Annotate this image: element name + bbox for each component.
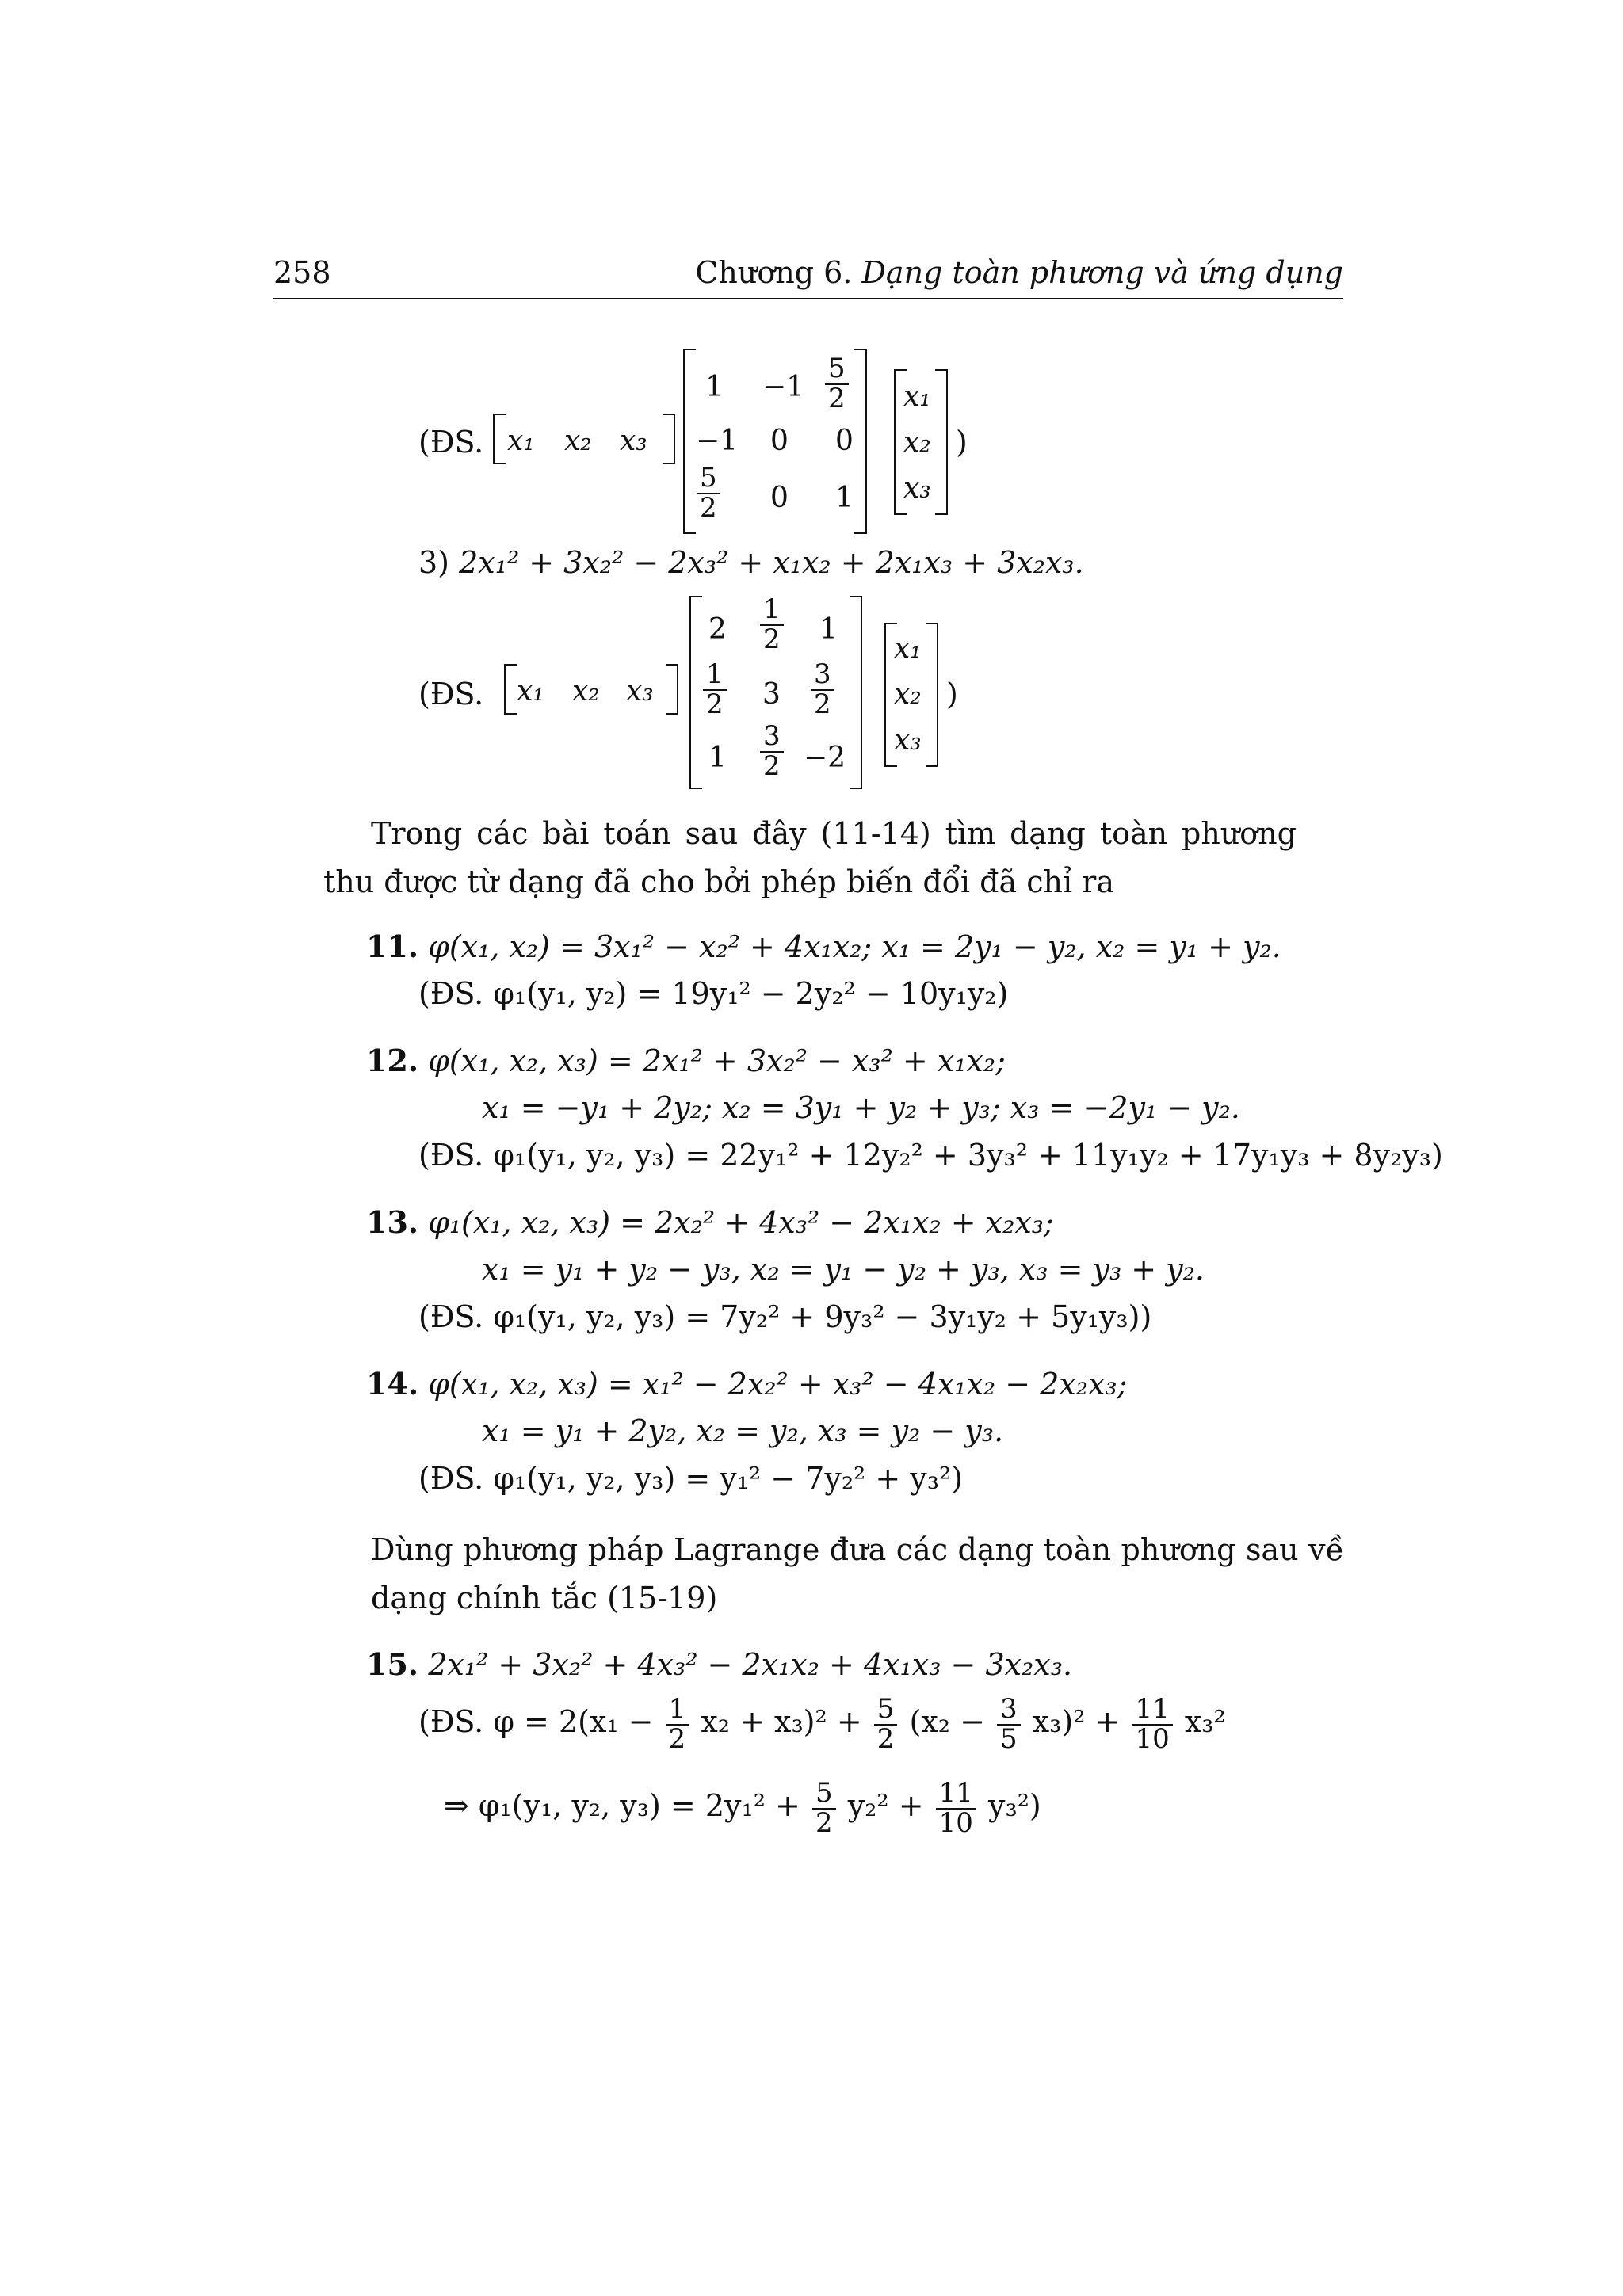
answer-12: (ĐS. φ₁(y₁, y₂, y₃) = 22y₁² + 12y₂² + 3y₃² + 11y₁y₂ + 17y₁y₃ + 8y₂y₃) [418, 1138, 1443, 1173]
problem-label: 13. [366, 1204, 419, 1240]
fraction: $\frac{11}{10}$ [1132, 1695, 1173, 1753]
substitution-12: x₁ = −y₁ + 2y₂; x₂ = 3y₁ + y₂ + y₃; x₃ = −2y₁ − y₂. [482, 1090, 1240, 1125]
fraction: $\frac{11}{10}$ [936, 1779, 976, 1837]
problem-3 [418, 547, 1084, 580]
matrix-entry: $\frac{1}{2}$ [758, 596, 786, 654]
row-vector-entry: x₂ [572, 675, 600, 707]
problem-expression: φ₁(x₁, x₂, x₃) = 2x₂² + 4x₃² − 2x₁x₂ + x₂x₃; [428, 1205, 1054, 1240]
problem-label: 12. [366, 1043, 419, 1078]
row-vector-entry: x₁ [517, 675, 544, 707]
matrix-entry: 0 [835, 425, 854, 457]
problem-14 [366, 1367, 1127, 1402]
implication-15 [444, 1779, 1041, 1837]
answer-text: (ĐS. φ = 2(x₁ − [418, 1704, 654, 1740]
matrix-entry: 0 [770, 425, 789, 457]
row-vector [493, 414, 675, 461]
chapter-label: Chương 6. [695, 255, 853, 290]
matrix-entry: 1 [835, 482, 854, 514]
problem-label: 14. [366, 1366, 419, 1402]
column-vector-entry: x₁ [894, 632, 922, 665]
row-vector-entry: x₃ [626, 675, 654, 707]
row-vector-entry: x₁ [507, 425, 535, 457]
matrix-entry: −2 [804, 742, 846, 774]
problem-15 [366, 1648, 1072, 1682]
matrix-entry: $\frac{5}{2}$ [694, 464, 723, 522]
matrix-entry: 1 [819, 613, 838, 646]
answer-text: x₃)² + [1032, 1704, 1121, 1740]
matrix-entry: $\frac{3}{2}$ [758, 723, 786, 780]
answer-15 [418, 1695, 1226, 1753]
problem-expression: 2x₁² + 3x₂² − 2x₃² + x₁x₂ + 2x₁x₃ + 3x₂x₃. [459, 545, 1084, 580]
matrix-entry: −1 [762, 371, 805, 403]
problem-expression: φ(x₁, x₂, x₃) = x₁² − 2x₂² + x₃² − 4x₁x₂ − 2x₂x₃; [428, 1367, 1128, 1402]
intro-paragraph-2: Dùng phương pháp Lagrange đưa các dạng toàn phương sau về dạng chính tắc (15-19) [371, 1532, 1344, 1615]
matrix-entry: 2 [708, 613, 727, 646]
problem-label: 3) [418, 545, 450, 580]
row-vector-entry: x₂ [564, 425, 592, 457]
answer-text: ⇒ φ₁(y₁, y₂, y₃) = 2y₁² + [444, 1788, 800, 1824]
fraction: $\frac{3}{5}$ [997, 1695, 1021, 1753]
answer-11: (ĐS. φ₁(y₁, y₂) = 19y₁² − 2y₂² − 10y₁y₂) [418, 976, 1009, 1011]
answer-text: y₂² + [847, 1788, 924, 1824]
matrix-entry: 1 [708, 742, 727, 774]
fraction: $\frac{5}{2}$ [812, 1779, 836, 1837]
problem-13 [366, 1206, 1054, 1240]
problem-expression: 2x₁² + 3x₂² + 4x₃² − 2x₁x₂ + 4x₁x₃ − 3x₂x₃. [428, 1647, 1073, 1682]
substitution-13: x₁ = y₁ + y₂ − y₃, x₂ = y₁ − y₂ + y₃, x₃ = y₃ + y₂. [482, 1252, 1205, 1287]
problem-11 [366, 930, 1281, 964]
substitution-14: x₁ = y₁ + 2y₂, x₂ = y₂, x₃ = y₂ − y₃. [482, 1413, 1004, 1448]
problem-label: 15. [366, 1646, 419, 1682]
row-vector-entry: x₃ [620, 425, 647, 457]
answer-prefix: (ĐS. [418, 425, 484, 460]
coefficient-matrix [683, 349, 867, 531]
problem-expression: φ(x₁, x₂) = 3x₁² − x₂² + 4x₁x₂; x₁ = 2y₁ − y₂, x₂ = y₁ + y₂. [428, 929, 1281, 964]
column-vector-entry: x₂ [894, 678, 922, 711]
matrix-entry: $\frac{5}{2}$ [823, 355, 851, 413]
row-vector [504, 664, 678, 711]
answer-text: x₃² [1184, 1704, 1226, 1740]
matrix-entry: $\frac{3}{2}$ [808, 661, 837, 719]
chapter-name: Dạng toàn phương và ứng dụng [861, 255, 1343, 290]
column-vector-entry: x₁ [903, 380, 931, 413]
page-number: 258 [273, 255, 331, 290]
answer-text: y₃²) [988, 1788, 1041, 1824]
matrix-entry: −1 [696, 425, 739, 457]
fraction: $\frac{1}{2}$ [666, 1695, 689, 1753]
fraction: $\frac{5}{2}$ [874, 1695, 898, 1753]
chapter-title [695, 255, 1343, 290]
column-vector [884, 623, 938, 764]
coefficient-matrix [689, 593, 862, 786]
answer-text: x₂ + x₃)² + [701, 1704, 862, 1740]
answer-suffix: ) [946, 677, 958, 711]
answer-prefix: (ĐS. [418, 677, 484, 711]
intro-paragraph-1: Trong các bài toán sau đây (11-14) tìm dạng toàn phương thu được từ dạng đã cho bởi phép biến đổi đã chỉ ra [323, 816, 1296, 899]
answer-text: (x₂ − [909, 1704, 985, 1740]
problem-expression: φ(x₁, x₂, x₃) = 2x₁² + 3x₂² − x₃² + x₁x₂; [428, 1043, 1006, 1078]
problem-12 [366, 1044, 1006, 1078]
matrix-entry: 1 [705, 371, 724, 403]
answer-14: (ĐS. φ₁(y₁, y₂, y₃) = y₁² − 7y₂² + y₃²) [418, 1461, 964, 1496]
matrix-entry: 3 [762, 678, 781, 711]
running-header [273, 255, 1343, 299]
answer-13: (ĐS. φ₁(y₁, y₂, y₃) = 7y₂² + 9y₃² − 3y₁y₂ + 5y₁y₃)) [418, 1299, 1152, 1334]
column-vector [894, 369, 948, 512]
column-vector-entry: x₂ [903, 426, 931, 459]
column-vector-entry: x₃ [894, 724, 922, 757]
problem-label: 11. [366, 929, 419, 964]
matrix-entry: $\frac{1}{2}$ [701, 661, 729, 719]
matrix-entry: 0 [770, 482, 789, 514]
answer-suffix: ) [956, 425, 968, 460]
column-vector-entry: x₃ [903, 472, 931, 505]
